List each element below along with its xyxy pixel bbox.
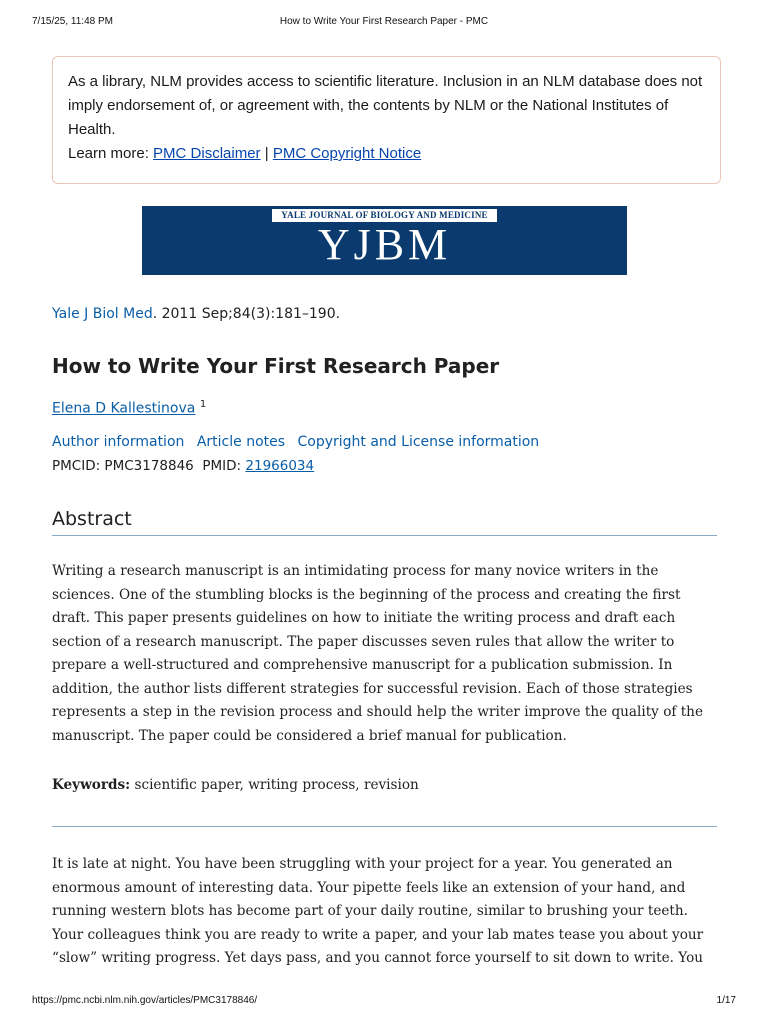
author-information-link[interactable]: Author information [52,434,185,450]
abstract-heading: Abstract [52,506,717,536]
pmcid: PMCID: PMC3178846 [52,458,194,474]
pmid-label: PMID: [202,458,242,474]
pmid-link[interactable]: 21966034 [245,458,315,474]
print-url: https://pmc.ncbi.nlm.nih.gov/articles/PMC3178846/ [32,995,258,1006]
author-line [52,395,717,419]
section-divider [52,826,717,827]
keywords-label: Keywords: [52,777,131,793]
citation-details: . 2011 Sep;84(3):181–190. [152,306,341,322]
learn-more-label: Learn more: [68,145,149,162]
copyright-license-link[interactable]: Copyright and License information [297,434,540,450]
body-paragraph: It is late at night. You have been struggling with your project for a year. You generated an enormous amount of interesting data. Your pipette feels like an extension of your hand, and running western blots has become part of your daily routine, similar to brushing your teeth. Your colleagues think you are ready to write a paper, and your lab mates tease you about your “slow” writing progress. Yet days pass, and you cannot force yourself to sit down to write. You [52,856,704,966]
print-header [32,16,736,30]
keywords-list: scientific paper, writing process, revision [134,777,419,793]
article-info-links [52,432,717,452]
journal-link[interactable]: Yale J Biol Med [52,306,153,322]
citation-line [52,304,717,324]
nlm-notice-box [52,56,721,184]
author-affiliation-sup: 1 [199,399,207,410]
journal-abbreviation-logo: YJBM [317,220,452,269]
article-title: How to Write Your First Research Paper [52,354,500,378]
journal-name: YALE JOURNAL OF BIOLOGY AND MEDICINE [272,209,497,222]
journal-banner[interactable] [142,206,627,275]
print-datetime: 7/15/25, 11:48 PM [32,16,113,27]
notice-text: As a library, NLM provides access to scientific literature. Inclusion in an NLM database does not imply endorsement of, or agreement with, the contents by NLM or the National Institutes of Health. [68,73,703,138]
print-page-number: 1/17 [716,995,736,1006]
notice-learn-more [68,142,706,166]
article-ids [52,456,717,476]
pmc-disclaimer-link[interactable]: PMC Disclaimer [153,145,261,162]
print-page-title: How to Write Your First Research Paper - PMC [279,16,489,27]
link-separator: | [264,145,269,162]
pmc-copyright-link[interactable]: PMC Copyright Notice [272,145,422,162]
keywords-line [52,774,717,797]
abstract-text: Writing a research manuscript is an intimidating process for many novice writers in the sciences. One of the stumbling blocks is the beginning of the process and creating the first draft. This paper presents guidelines on how to initiate the writing process and draft each section of a research manuscript. The paper discusses seven rules that allow the writer to prepare a well-structured and comprehensive manuscript for a publication submission. In addition, the author lists different strategies for successful revision. Each of those strategies represents a step in the revision process and should help the writer improve the quality of the manuscript. The paper could be considered a brief manual for publication. [52,563,703,744]
article-notes-link[interactable]: Article notes [196,434,286,450]
print-footer [32,995,736,1009]
author-link[interactable]: Elena D Kallestinova [52,400,196,417]
